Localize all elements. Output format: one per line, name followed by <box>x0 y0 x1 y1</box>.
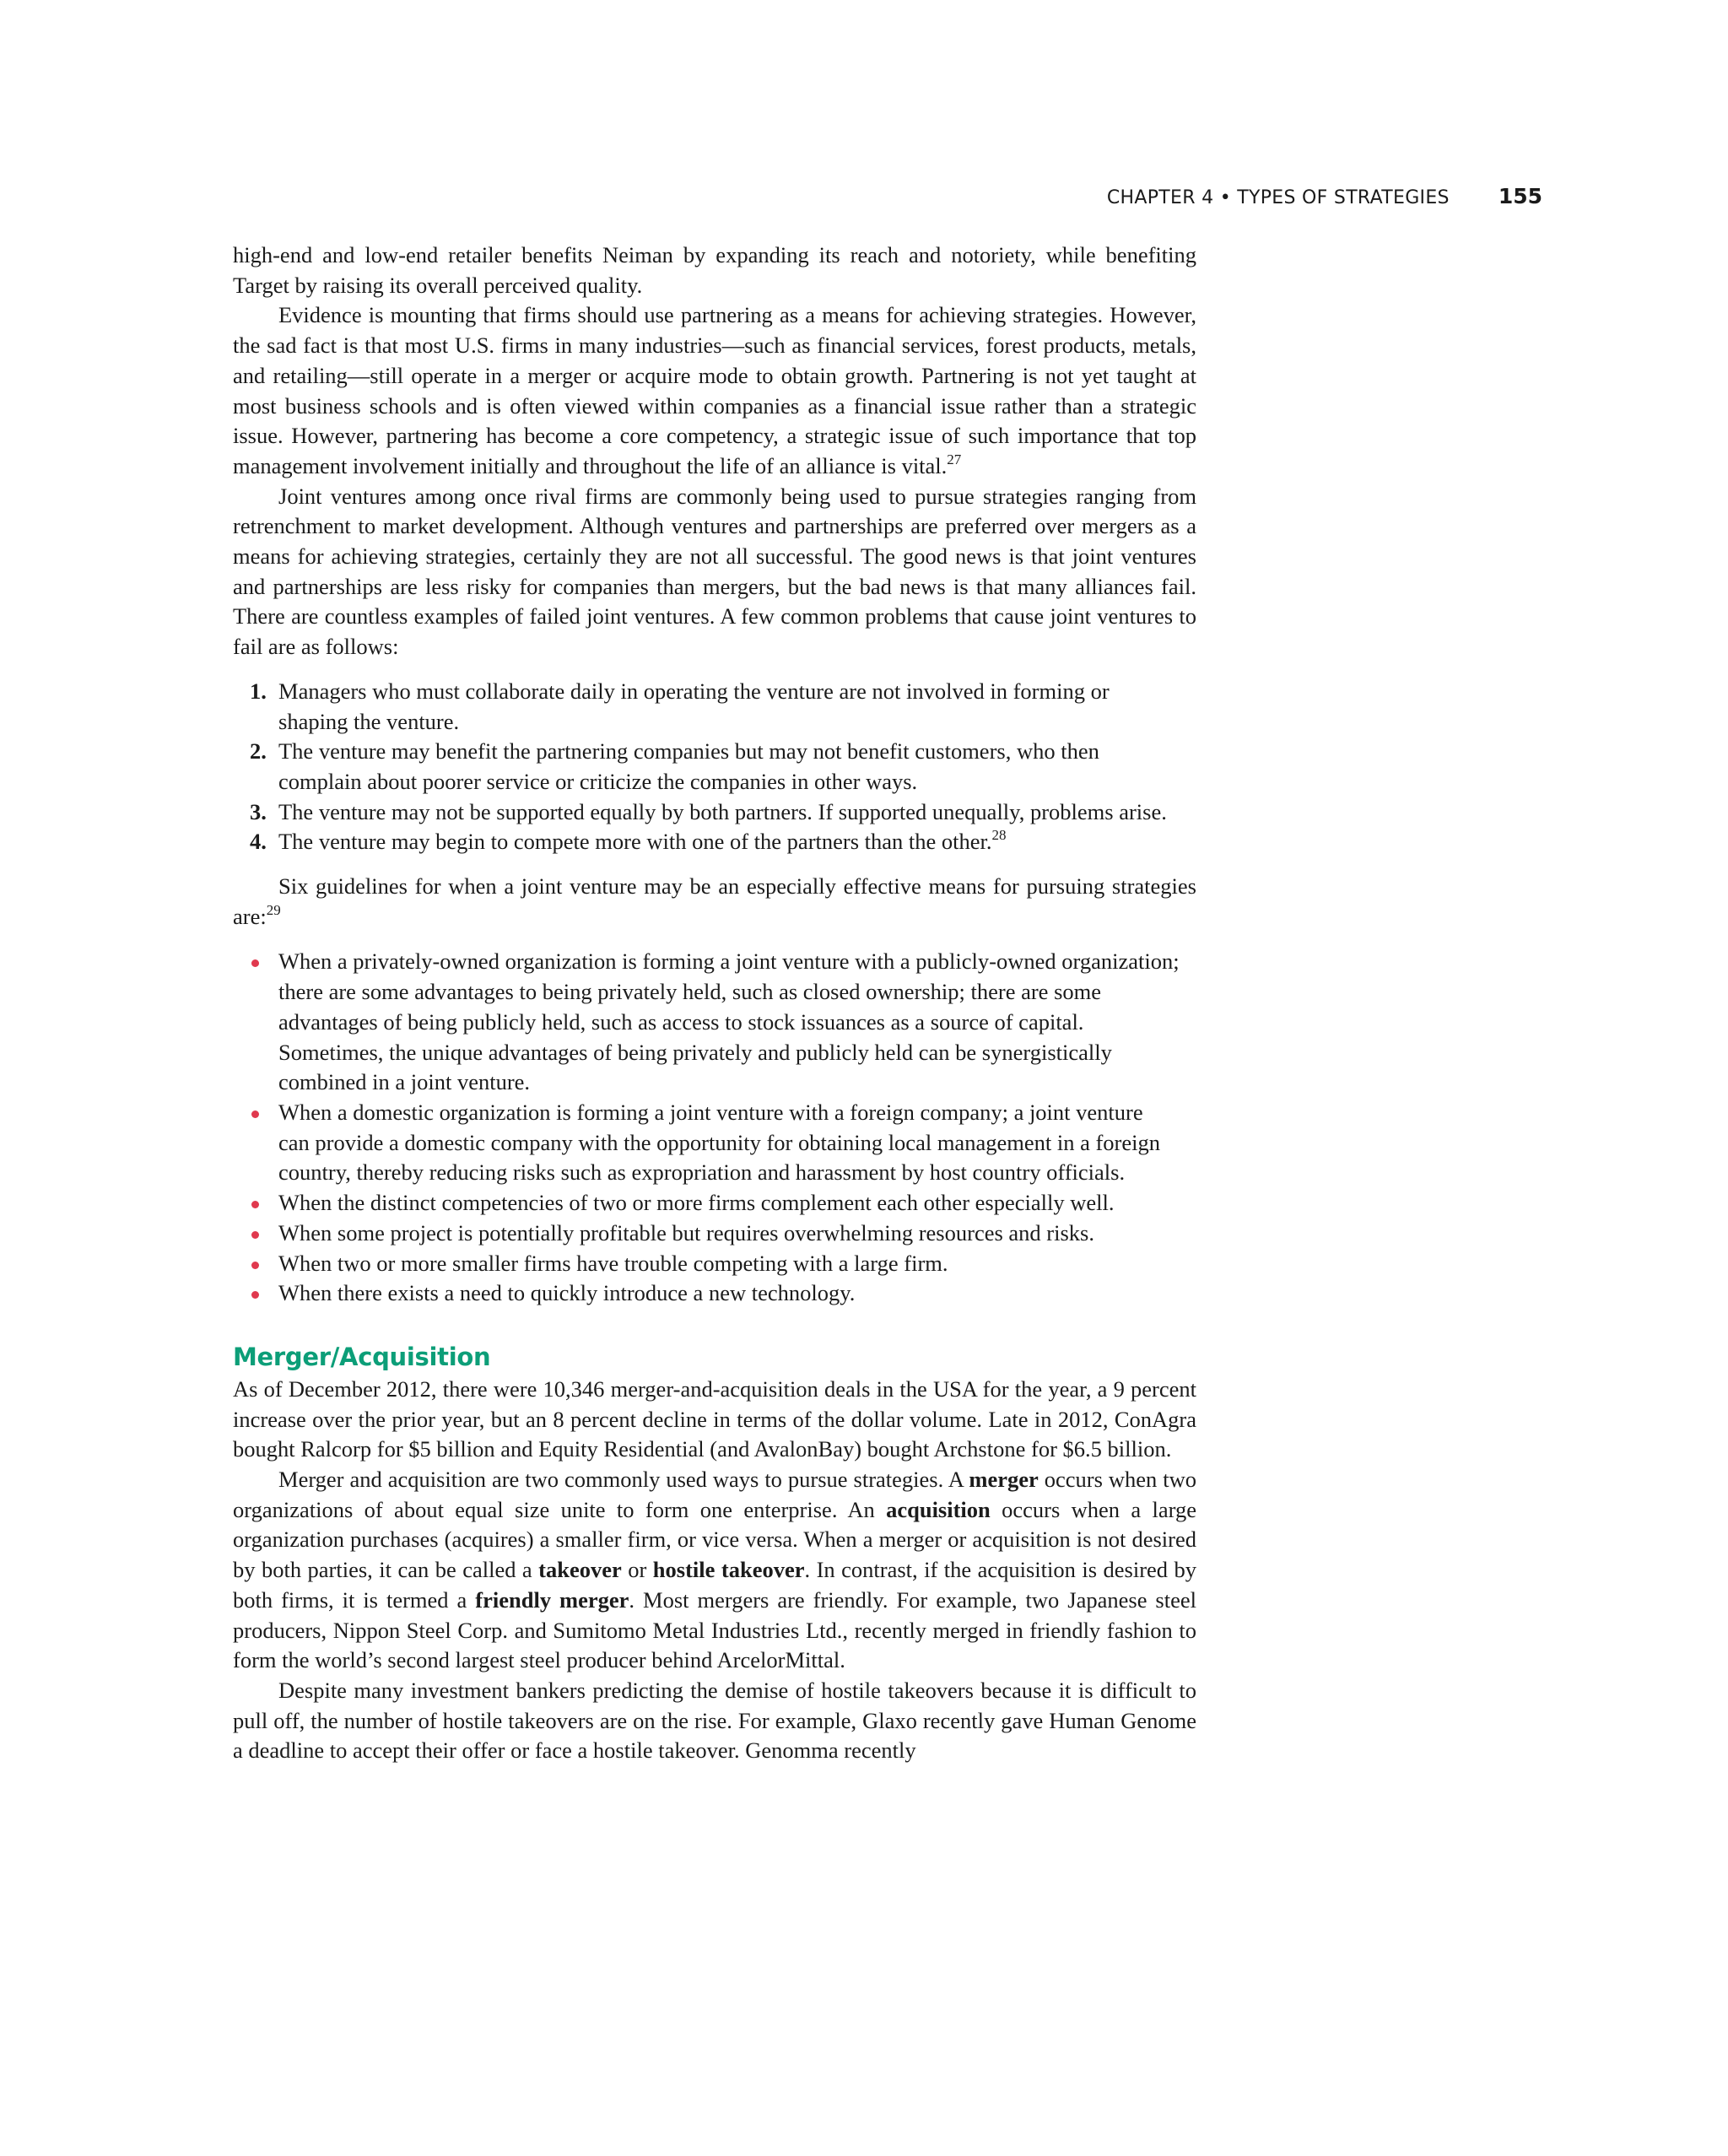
term-merger: merger <box>969 1467 1039 1493</box>
running-head <box>1107 184 1542 208</box>
guideline-item: When a domestic organization is forming a joint venture with a foreign company; a joint venture can provide a domestic company with the opportunity for obtaining local management in a foreign country, thereby reducing risks such as expropriation and harassment by host country officials. <box>233 1098 1196 1188</box>
problems-list <box>233 677 1196 857</box>
paragraph-ma-stats: As of December 2012, there were 10,346 merger-and-acquisition deals in the USA for the year, a 9 percent increase over the prior year, but an 8 percent decline in terms of the dollar volume. Late in 2012, ConAgra bought Ralcorp for $5 billion and Equity Residential (and AvalonBay) bought Archstone for $6.5 billion. <box>233 1375 1196 1462</box>
bullet-icon <box>251 959 259 967</box>
paragraph-guidelines-intro: Six guidelines for when a joint venture may be an especially effective means for pursuing strategies are:$^{29}$ <box>233 873 1196 929</box>
paragraph-joint-ventures: Joint ventures among once rival firms are commonly being used to pursue strategies ranging from retrenchment to market development. Although ventures and partnerships are preferred over mergers as a means for achieving strategies, certainly they are not all successful. The good news is that joint ventures and partnerships are less risky for companies than mergers, but the bad news is that many alliances fail. There are countless examples of failed joint ventures. A few common problems that cause joint ventures to fail are as follows: <box>233 483 1196 660</box>
problem-item: 3. The venture may not be supported equally by both partners. If supported unequally, problems arise. <box>250 798 1167 824</box>
bullet-icon <box>251 1201 259 1208</box>
paragraph-partnering: Evidence is mounting that firms should use partnering as a means for achieving strategies. However, the sad fact is that most U.S. firms in many industries—such as financial services, forest products, metals, and retailing—still operate in a merger or acquire mode to obtain growth. Partnering is not yet taught at most business schools and is often viewed within companies as a financial issue rather than a strategic issue. However, partnering has become a core competency, a strategic issue of such importance that top management involvement initially and throughout the life of an alliance is vital.$^{27}$ <box>233 302 1196 478</box>
term-takeover: takeover <box>538 1557 622 1583</box>
bullet-icon <box>251 1262 259 1269</box>
paragraph-hostile-takeovers: Despite many investment bankers predicting the demise of hostile takeovers because it is difficult to pull off, the number of hostile takeovers are on the rise. For example, Glaxo recently gave Human Genome a deadline to accept their offer or face a hostile takeover. Genomma recently <box>233 1677 1196 1764</box>
term-friendly-merger: friendly merger <box>475 1586 629 1613</box>
guidelines-list <box>233 947 1196 1308</box>
section-heading: Merger/Acquisition <box>233 1342 491 1371</box>
footnote-ref-27: 27 <box>947 451 962 467</box>
guideline-item: When two or more smaller firms have trouble competing with a large firm. <box>233 1249 1196 1279</box>
bullet-icon <box>251 1291 259 1299</box>
problem-item: 2. The venture may benefit the partnering companies but may not benefit customers, who then complain about poorer service or criticize the companies in other ways. <box>250 738 1099 794</box>
body-text <box>233 240 1196 1766</box>
paragraph-continuation: high-end and low-end retailer benefits Neiman by expanding its reach and notoriety, while benefiting Target by raising its overall perceived quality. <box>233 242 1196 298</box>
footnote-ref-28: 28 <box>991 827 1007 844</box>
guideline-item: When there exists a need to quickly introduce a new technology. <box>233 1278 1196 1309</box>
problem-item: 1. Managers who must collaborate daily in operating the venture are not involved in forming or shaping the venture. <box>250 678 1110 734</box>
paragraph-ma-definitions: Merger and acquisition are two commonly used ways to pursue strategies. A merger occurs when two organizations of about equal size unite to form one enterprise. An acquisition occurs when a large organization purchases (acquires) a smaller firm, or vice versa. When a merger or acquisition is not desired by both parties, it can be called a takeover or hostile takeover. In contrast, if the acquisition is desired by both firms, it is termed a friendly merger. Most mergers are friendly. For example, two Japanese steel producers, Nippon Steel Corp. and Sumitomo Metal Industries Ltd., recently merged in friendly fashion to form the world’s second largest steel producer behind ArcelorMittal. <box>233 1467 1196 1673</box>
chapter-title: CHAPTER 4 • TYPES OF STRATEGIES <box>1106 187 1450 208</box>
footnote-ref-29: 29 <box>266 901 281 918</box>
guideline-item: When a privately-owned organization is forming a joint venture with a publicly-owned organization; there are some advantages to being privately held, such as closed ownership; there are some advantages of being publicly held, such as access to stock issuances as a source of capital. Sometimes, the unique advantages of being privately and publicly held can be synergistically combined in a joint venture. <box>233 947 1196 1098</box>
guideline-item: When the distinct competencies of two or more firms complement each other especially well. <box>233 1188 1196 1218</box>
problem-item: 4. The venture may begin to compete more with one of the partners than the other.$^{28}$ <box>250 827 1007 855</box>
term-hostile-takeover: hostile takeover <box>652 1557 805 1583</box>
term-acquisition: acquisition <box>886 1496 991 1522</box>
bullet-icon <box>251 1231 259 1239</box>
page-number: 155 <box>1498 184 1542 208</box>
guideline-item: When some project is potentially profitable but requires overwhelming resources and risks. <box>233 1218 1196 1249</box>
bullet-icon <box>251 1110 259 1118</box>
